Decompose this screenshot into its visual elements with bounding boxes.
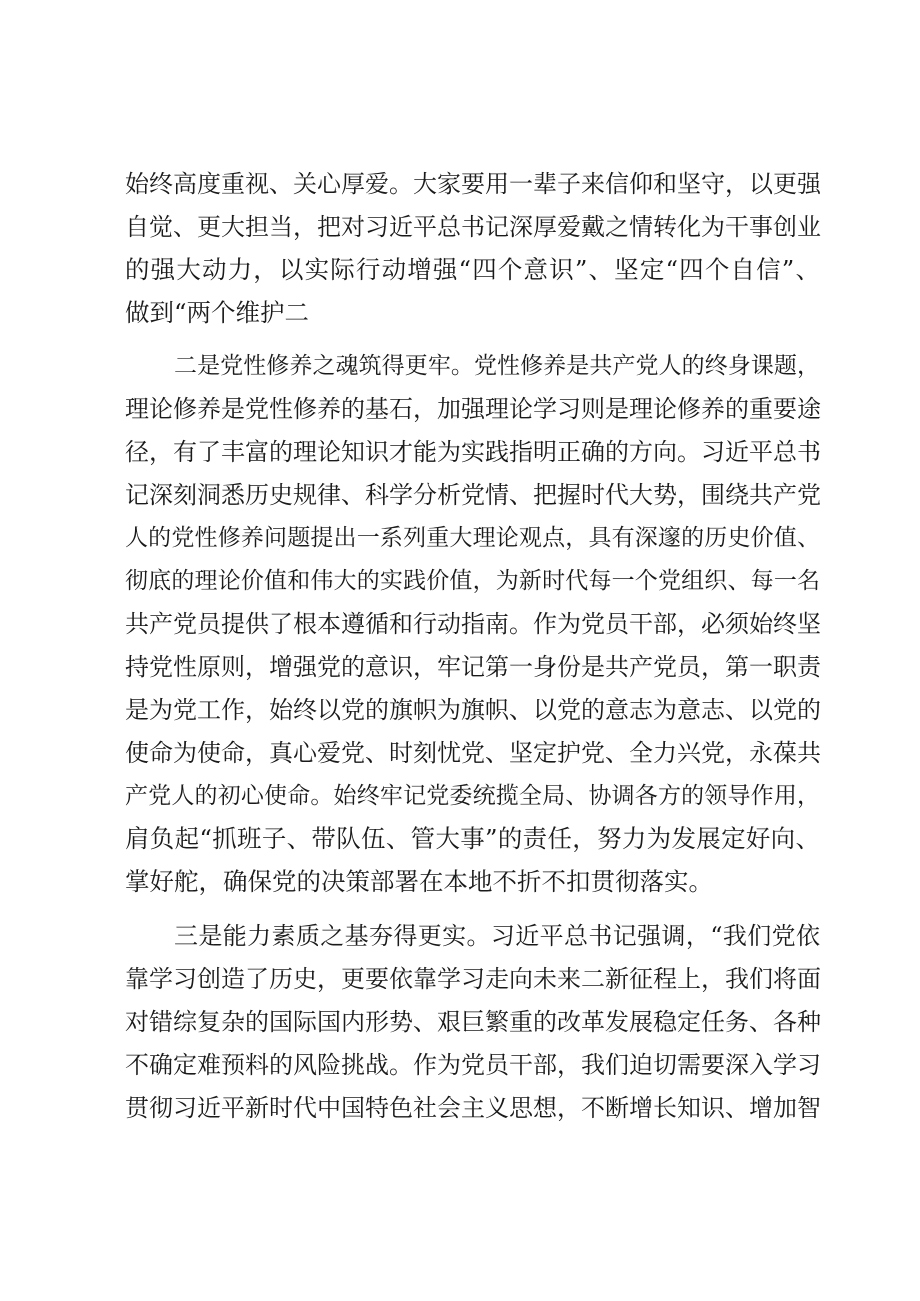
text-line	[0, 1045, 920, 1085]
text-line	[0, 346, 920, 386]
text-line	[0, 733, 920, 773]
line-text: 共产党员提供了根本遵循和行动指南。作为党员干部，必须始终坚	[125, 610, 821, 638]
text-line	[0, 475, 920, 515]
line-text: 是为党工作，始终以党的旗帜为旗帜、以党的意志为意志、以党的	[125, 696, 821, 724]
line-text: 靠学习创造了历史，更要依靠学习走向未来二新征程上，我们将面	[125, 965, 821, 993]
line-text: 掌好舵，确保党的决策部署在本地不折不扣贯彻落实。	[125, 867, 713, 896]
line-text: 不确定难预料的风险挑战。作为党员干部，我们迫切需要深入学习	[125, 1051, 821, 1079]
line-text: 始终高度重视、关心厚爱。大家要用一辈子来信仰和坚守，以更强	[125, 170, 821, 198]
text-line	[0, 916, 920, 956]
text-line	[0, 518, 920, 558]
line-text: 理论修养是党性修养的基石，加强理论学习则是理论修养的重要途	[125, 395, 821, 423]
line-text: 肩负起“抓班子、带队伍、管大事”的责任，努力为发展定好向、	[125, 824, 820, 853]
line-text: 贯彻习近平新时代中国特色社会主义思想，不断增长知识、增加智	[125, 1094, 821, 1122]
text-line	[0, 862, 920, 902]
line-text: 产党人的初心使命。始终牢记党委统揽全局、协调各方的领导作用，	[125, 783, 820, 809]
line-text: 对错综复杂的国际国内形势、艰巨繁重的改革发展稳定任务、各种	[125, 1008, 821, 1036]
text-line	[0, 690, 920, 730]
text-line	[0, 293, 920, 333]
text-line	[0, 561, 920, 601]
line-text: 做到“两个维护二	[125, 298, 310, 327]
text-line	[0, 1002, 920, 1042]
line-text: 持党性原则，增强党的意识，牢记第一身份是共产党员，第一职责	[125, 653, 821, 681]
line-text: 使命为使命，真心爱党、时刻忧党、坚定护党、全力兴党，永葆共	[125, 739, 821, 767]
line-text: 的强大动力，以实际行动增强“四个意识”、坚定“四个自信”、	[125, 255, 820, 284]
text-line	[0, 959, 920, 999]
line-text: 记深刻洞悉历史规律、科学分析党情、把握时代大势，围绕共产党	[125, 481, 821, 509]
text-line	[0, 647, 920, 687]
line-text: 彻底的理论价值和伟大的实践价值，为新时代每一个党组织、每一名	[125, 568, 820, 594]
text-line	[0, 207, 920, 247]
text-line	[0, 819, 920, 859]
text-line	[0, 604, 920, 644]
text-line	[0, 1088, 920, 1128]
line-text: 自觉、更大担当，把对习近平总书记深厚爱戴之情转化为干事创业	[125, 213, 821, 241]
line-text: 三是能力素质之基夯得更实。习近平总书记强调，“我们党依	[174, 922, 820, 950]
line-text: 径，有了丰富的理论知识才能为实践指明正确的方向。习近平总书	[125, 438, 821, 466]
text-line	[0, 250, 920, 290]
text-line	[0, 164, 920, 204]
line-text: 人的党性修养问题提出一系列重大理论观点，具有深邃的历史价值、	[125, 525, 820, 551]
text-line	[0, 389, 920, 429]
line-text: 二是党性修养之魂筑得更牢。党性修养是共产党人的终身课题，	[174, 353, 820, 379]
text-line	[0, 432, 920, 472]
text-line	[0, 776, 920, 816]
